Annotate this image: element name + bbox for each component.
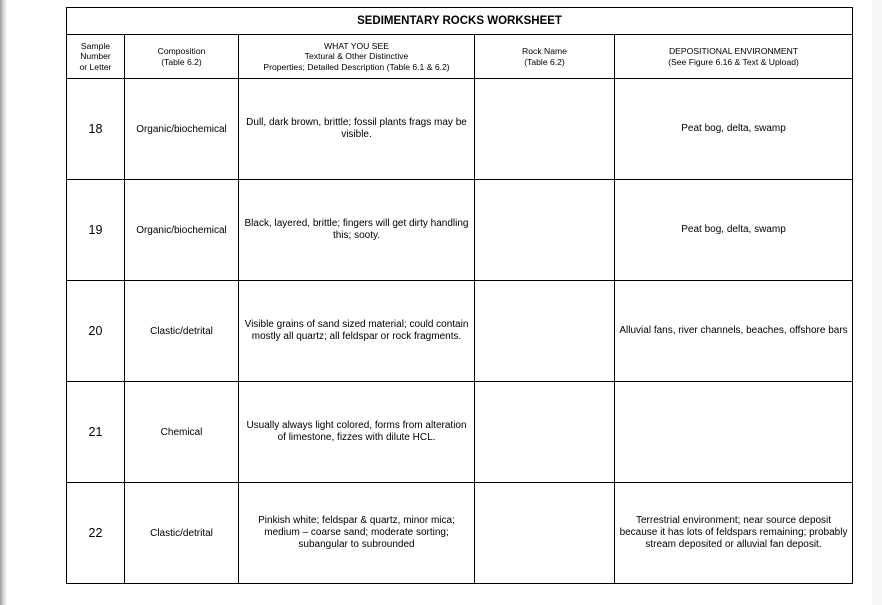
table-row bbox=[67, 281, 853, 382]
sample-number-cell: 21 bbox=[67, 382, 125, 483]
sample-number-cell: 19 bbox=[67, 180, 125, 281]
header-row bbox=[67, 35, 853, 79]
composition-cell: Chemical bbox=[125, 382, 239, 483]
environment-cell bbox=[615, 382, 853, 483]
rock-name-cell[interactable] bbox=[475, 483, 615, 584]
header-rock-name: Rock Name (Table 6.2) bbox=[475, 35, 615, 79]
composition-cell: Clastic/detrital bbox=[125, 483, 239, 584]
header-description: WHAT YOU SEE Textural & Other Distinctive Properties; Detailed Description (Table 6.1 & 6.2) bbox=[239, 35, 475, 79]
table-row bbox=[67, 382, 853, 483]
rock-name-cell[interactable] bbox=[475, 180, 615, 281]
environment-cell: Peat bog, delta, swamp bbox=[615, 180, 853, 281]
sample-number-cell: 22 bbox=[67, 483, 125, 584]
worksheet-title: SEDIMENTARY ROCKS WORKSHEET bbox=[67, 8, 853, 35]
description-cell: Pinkish white; feldspar & quartz, minor mica; medium – coarse sand; moderate sorting; subangular to subrounded bbox=[239, 483, 475, 584]
environment-cell: Terrestrial environment; near source deposit because it has lots of feldspars remaining; probably stream deposited or alluvial fan deposit. bbox=[615, 483, 853, 584]
sample-number-cell: 20 bbox=[67, 281, 125, 382]
composition-cell: Clastic/detrital bbox=[125, 281, 239, 382]
table-row bbox=[67, 180, 853, 281]
environment-cell: Peat bog, delta, swamp bbox=[615, 79, 853, 180]
description-cell: Usually always light colored, forms from alteration of limestone, fizzes with dilute HCL. bbox=[239, 382, 475, 483]
description-cell: Visible grains of sand sized material; could contain mostly all quartz; all feldspar or rock fragments. bbox=[239, 281, 475, 382]
composition-cell: Organic/biochemical bbox=[125, 180, 239, 281]
header-composition: Composition (Table 6.2) bbox=[125, 35, 239, 79]
header-sample-number: Sample Number or Letter bbox=[67, 35, 125, 79]
rock-name-cell[interactable] bbox=[475, 382, 615, 483]
table-row bbox=[67, 79, 853, 180]
table-row bbox=[67, 483, 853, 584]
composition-cell: Organic/biochemical bbox=[125, 79, 239, 180]
rock-name-cell[interactable] bbox=[475, 281, 615, 382]
sample-number-cell: 18 bbox=[67, 79, 125, 180]
worksheet-table bbox=[66, 7, 853, 584]
description-cell: Black, layered, brittle; fingers will get dirty handling this; sooty. bbox=[239, 180, 475, 281]
header-depositional-environment: DEPOSITIONAL ENVIRONMENT (See Figure 6.16 & Text & Upload) bbox=[615, 35, 853, 79]
description-cell: Dull, dark brown, brittle; fossil plants frags may be visible. bbox=[239, 79, 475, 180]
environment-cell: Alluvial fans, river channels, beaches, offshore bars bbox=[615, 281, 853, 382]
rock-name-cell[interactable] bbox=[475, 79, 615, 180]
document-page bbox=[6, 0, 872, 605]
